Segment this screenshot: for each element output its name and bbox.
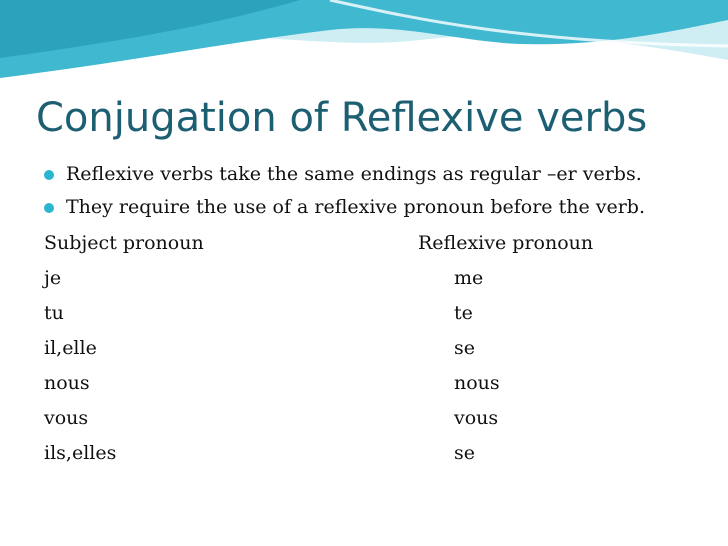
bullet-text: They require the use of a reflexive pronoun before the verb. (66, 196, 645, 218)
slide-title: Conjugation of Reflexive verbs (36, 95, 648, 141)
bullet-list (44, 158, 645, 224)
reflexive-pronoun-cell: se (454, 442, 475, 464)
reflexive-pronoun-cell: vous (454, 407, 499, 429)
reflexive-pronoun-cell: nous (454, 372, 500, 394)
wave-banner (0, 0, 728, 100)
reflexive-pronoun-cell: se (454, 337, 475, 359)
subject-pronoun-cell: je (44, 267, 62, 289)
pronoun-table (44, 226, 684, 471)
subject-pronoun-cell: vous (44, 407, 89, 429)
subject-pronoun-cell: il,elle (44, 337, 97, 359)
table-row (44, 436, 684, 471)
table-row (44, 296, 684, 331)
reflexive-pronoun-cell: me (454, 267, 484, 289)
subject-pronoun-cell: ils,elles (44, 442, 117, 464)
table-row (44, 261, 684, 296)
header-subject-pronoun: Subject pronoun (44, 232, 204, 254)
table-row (44, 401, 684, 436)
filled-circle-bullet-icon (44, 203, 54, 213)
subject-pronoun-cell: nous (44, 372, 90, 394)
table-header-row (44, 226, 684, 261)
subject-pronoun-cell: tu (44, 302, 64, 324)
table-row (44, 331, 684, 366)
bullet-item (44, 191, 645, 224)
header-reflexive-pronoun: Reflexive pronoun (418, 232, 594, 254)
bullet-item (44, 158, 645, 191)
table-row (44, 366, 684, 401)
filled-circle-bullet-icon (44, 170, 54, 180)
bullet-text: Reflexive verbs take the same endings as regular –er verbs. (66, 163, 642, 185)
reflexive-pronoun-cell: te (454, 302, 473, 324)
